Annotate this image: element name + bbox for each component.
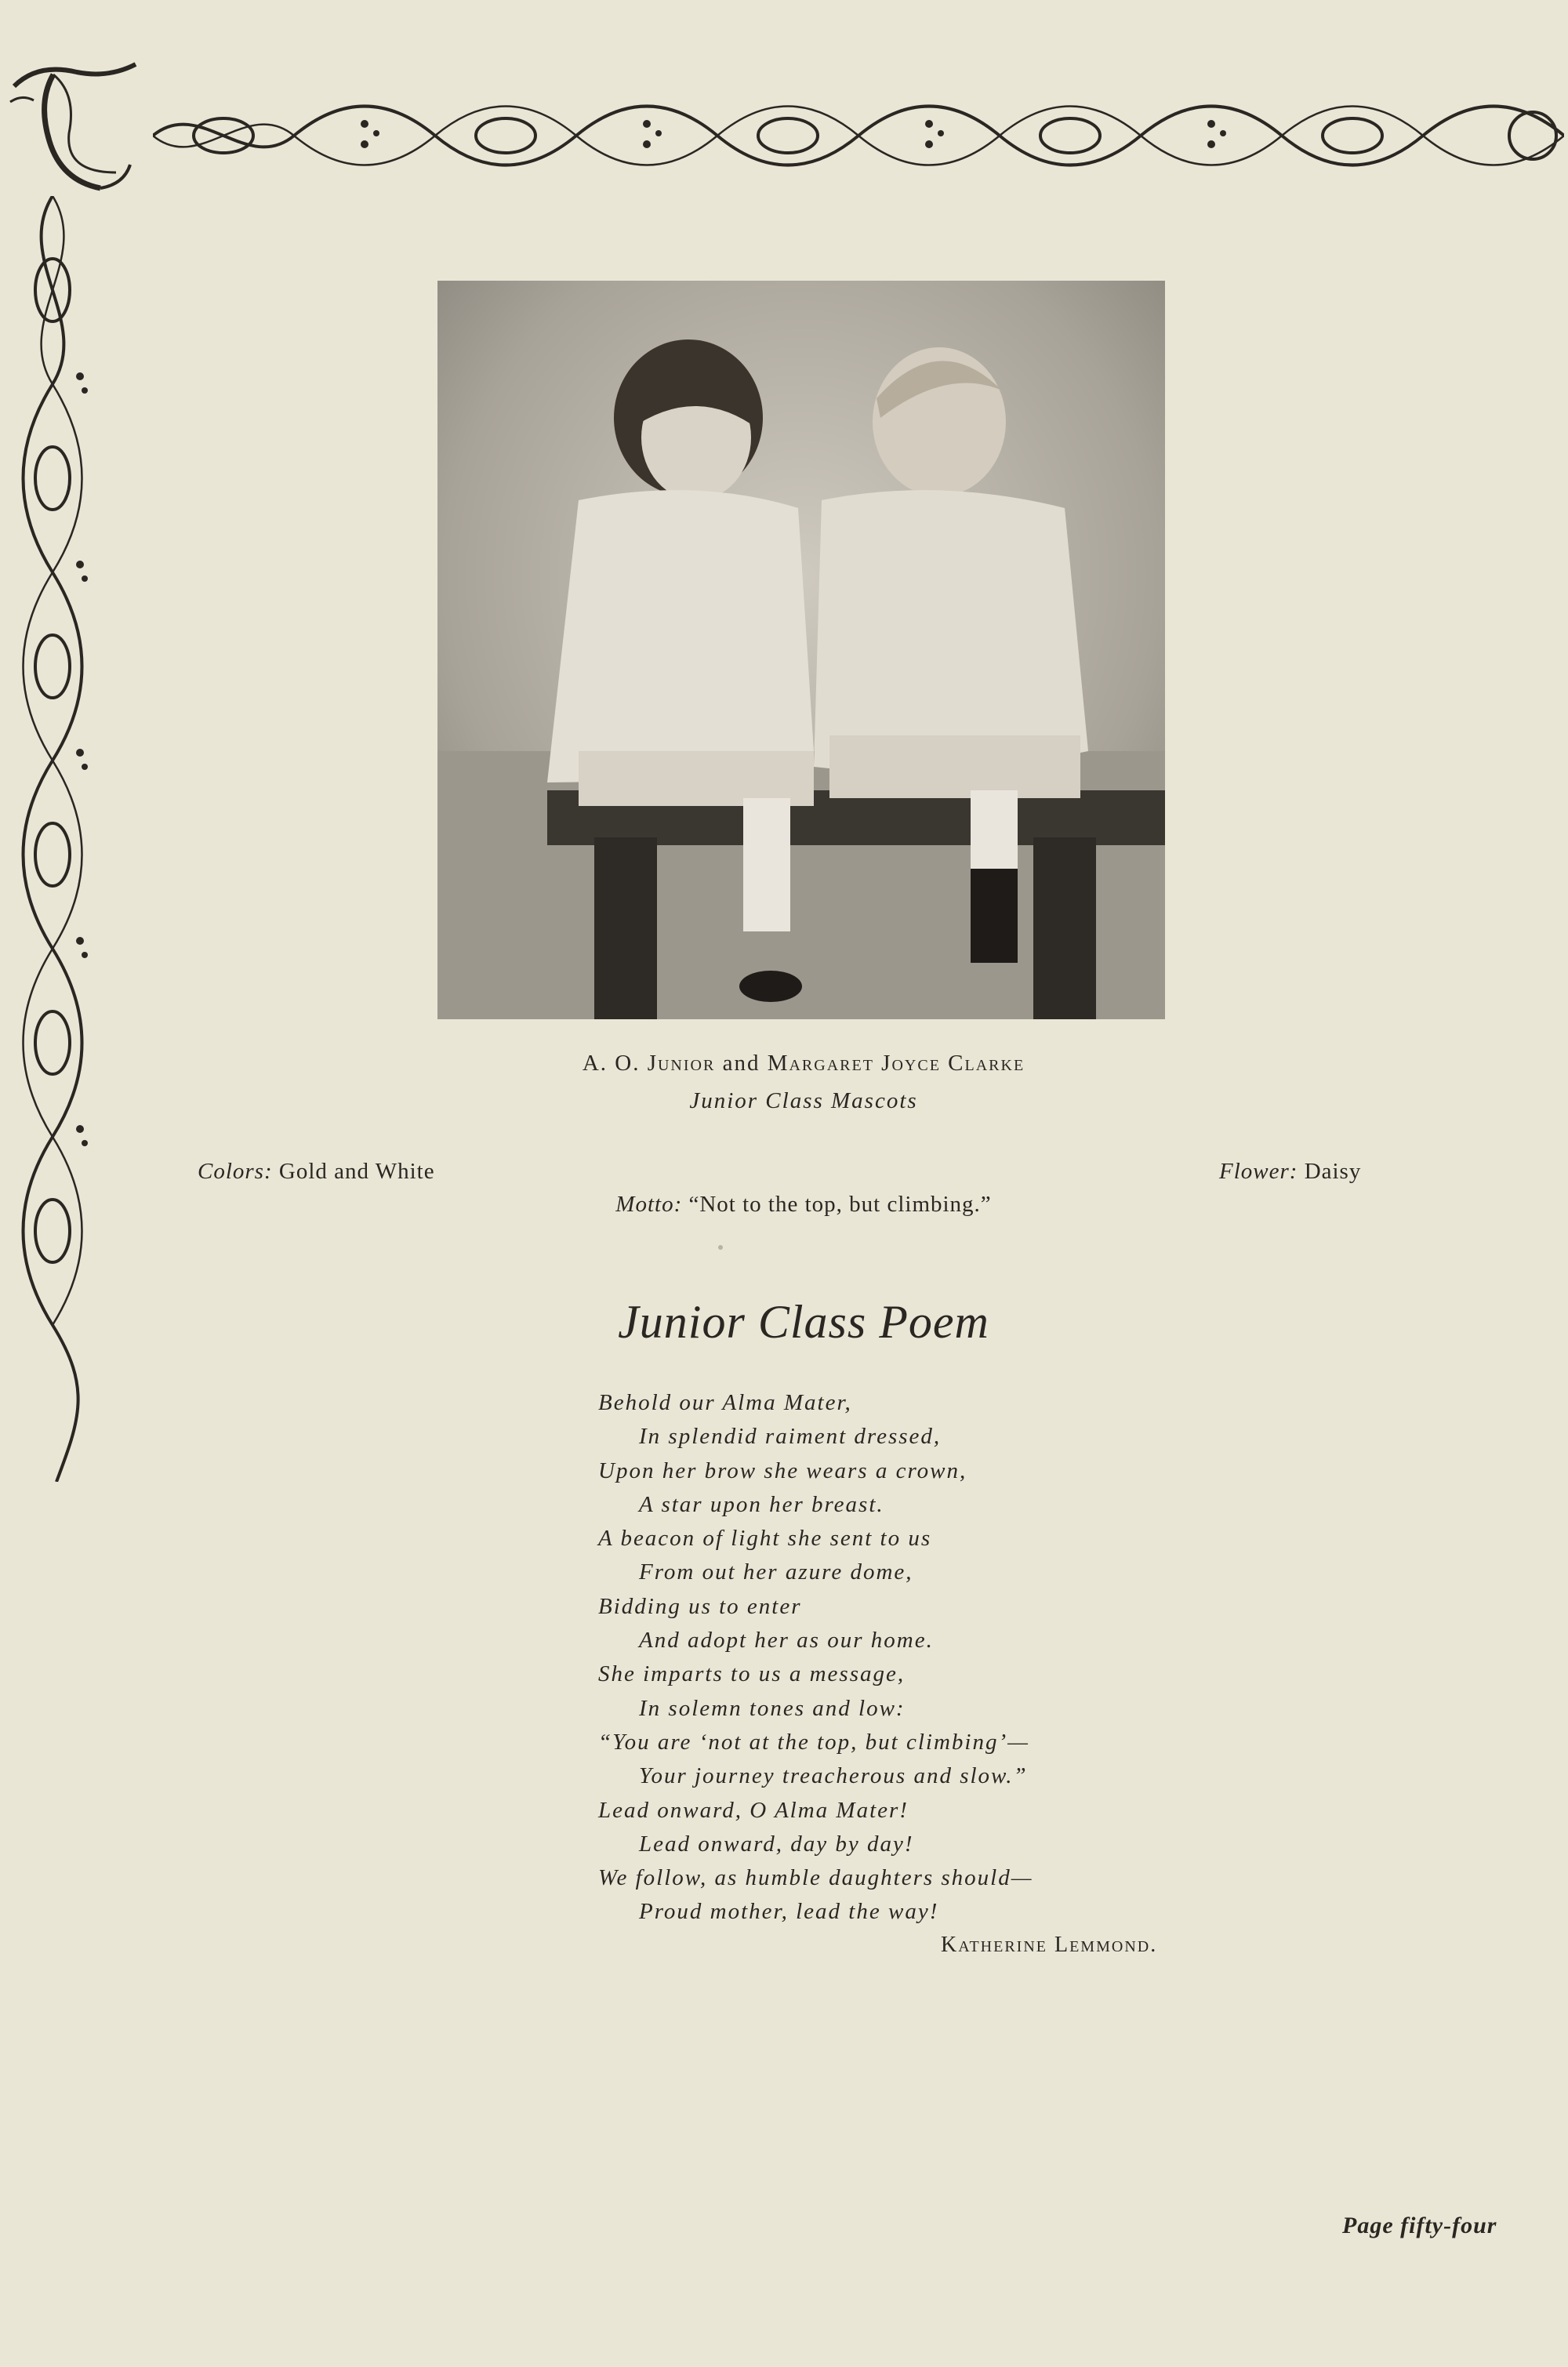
- poem-line: Upon her brow she wears a crown,: [598, 1458, 967, 1483]
- poem-line: A beacon of light she sent to us: [598, 1526, 932, 1552]
- mascots-photograph: [437, 281, 1165, 1019]
- poem-line: In splendid raiment dressed,: [639, 1424, 942, 1450]
- class-colors: [198, 1159, 435, 1185]
- poem-line: A star upon her breast.: [639, 1491, 884, 1517]
- poem-body: [598, 1386, 1241, 1930]
- top-ornamental-border: [153, 93, 1564, 179]
- poem-title: Junior Class Poem: [618, 1296, 989, 1348]
- poem-line: She imparts to us a message,: [598, 1661, 906, 1687]
- poem-line: From out her azure dome,: [639, 1559, 913, 1585]
- poem-line: Lead onward, day by day!: [639, 1831, 914, 1857]
- poem-line: We follow, as humble daughters should—: [598, 1865, 1033, 1891]
- names-and: and: [715, 1051, 768, 1076]
- names-margaret: Margaret Joyce Clarke: [767, 1051, 1025, 1076]
- names-junior: Junior: [647, 1051, 716, 1076]
- motto-label: Motto:: [615, 1192, 683, 1217]
- poem-author: Katherine Lemmond.: [941, 1933, 1158, 1957]
- motto-value: “Not to the top, but climbing.”: [688, 1192, 992, 1217]
- colors-label: Colors:: [198, 1159, 273, 1184]
- colors-value: Gold and White: [278, 1159, 435, 1184]
- divider-dot: [718, 1245, 723, 1250]
- poem-line: Lead onward, O Alma Mater!: [598, 1797, 909, 1823]
- poem-line: “You are ‘not at the top, but climbing’—: [598, 1729, 1029, 1755]
- decorative-initial-letter: [6, 55, 140, 200]
- flower-value: Daisy: [1304, 1159, 1362, 1184]
- class-flower: [1219, 1159, 1361, 1185]
- page-number: Page fifty-four: [1342, 2213, 1497, 2238]
- class-motto: [392, 1192, 1215, 1218]
- mascots-names: [392, 1051, 1215, 1076]
- mascots-subtitle: Junior Class Mascots: [689, 1088, 918, 1113]
- poem-line: Proud mother, lead the way!: [639, 1899, 939, 1925]
- side-ornamental-border: [9, 196, 96, 1482]
- poem-line: And adopt her as our home.: [639, 1628, 934, 1654]
- poem-line: Bidding us to enter: [598, 1593, 802, 1619]
- poem-line: In solemn tones and low:: [639, 1695, 906, 1721]
- poem-line: Behold our Alma Mater,: [598, 1390, 852, 1415]
- names-initials: A. O.: [582, 1051, 648, 1076]
- poem-line: Your journey treacherous and slow.”: [639, 1763, 1028, 1789]
- flower-label: Flower:: [1219, 1159, 1298, 1184]
